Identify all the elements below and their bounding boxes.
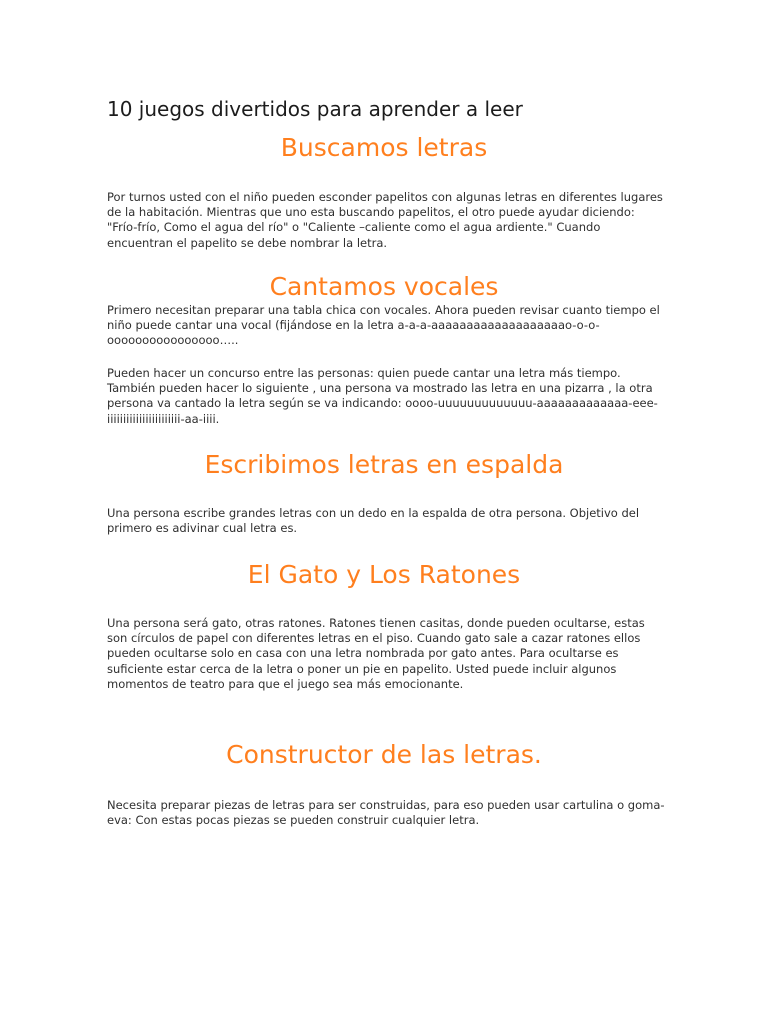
paragraph: Por turnos usted con el niño pueden esconder papelitos con algunas letras en diferentes lugares de la habitación. Mientras que uno esta buscando papelitos, el otro puede ayudar diciendo: "Frío-frío, Como el agua del río" o "Caliente –caliente como el agua ardiente." Cuando encuentran el papelito se debe nombrar la letra. <box>107 190 663 250</box>
section-heading-el-gato: El Gato y Los Ratones <box>247 560 521 589</box>
section-text-buscamos-letras <box>107 190 667 251</box>
document-title: 10 juegos divertidos para aprender a leer <box>107 97 523 121</box>
paragraph: Pueden hacer un concurso entre las personas: quien puede cantar una letra más tiempo. También pueden hacer lo siguiente , una persona va mostrado las letra en una pizarra , la otra persona va cantado la letra según se va indicando: oooo-uuuuuuuuuuuuu-aaaaaaaaaaaaa-eee-iiiiiiiiiiiiiiiiiiiiiii-aa-iiii. <box>107 366 658 426</box>
section-text-cantamos-vocales-1 <box>107 303 667 349</box>
section-text-cantamos-vocales-2 <box>107 366 667 427</box>
section-heading-buscamos-letras: Buscamos letras <box>280 133 488 162</box>
section-heading-constructor: Constructor de las letras. <box>226 740 542 769</box>
paragraph: Una persona será gato, otras ratones. Ratones tienen casitas, donde pueden ocultarse, estas son círculos de papel con diferentes letras en el piso. Cuando gato sale a cazar ratones ellos pueden ocultarse solo en casa con una letra nombrada por gato antes. Para ocultarse es suficiente estar cerca de la letra o poner un pie en papelito. Usted puede incluir algunos momentos de teatro para que el juego sea más emocionante. <box>107 616 645 691</box>
paragraph: Necesita preparar piezas de letras para ser construidas, para eso pueden usar cartulina o goma-eva: Con estas pocas piezas se pueden construir cualquier letra. <box>107 798 665 828</box>
paragraph: Una persona escribe grandes letras con un dedo en la espalda de otra persona. Objetivo del primero es adivinar cual letra es. <box>107 506 640 536</box>
paragraph: Primero necesitan preparar una tabla chica con vocales. Ahora pueden revisar cuanto tiempo el niño puede cantar una vocal (fijándose en la letra a-a-a-aaaaaaaaaaaaaaaaaaao-o-o-oooooooooooooooo….. <box>107 303 660 348</box>
section-text-el-gato <box>107 616 667 692</box>
section-heading-cantamos-vocales: Cantamos vocales <box>269 272 499 301</box>
section-text-escribimos-letras <box>107 506 667 536</box>
section-heading-escribimos-letras: Escribimos letras en espalda <box>204 450 564 479</box>
section-text-constructor <box>107 798 667 828</box>
